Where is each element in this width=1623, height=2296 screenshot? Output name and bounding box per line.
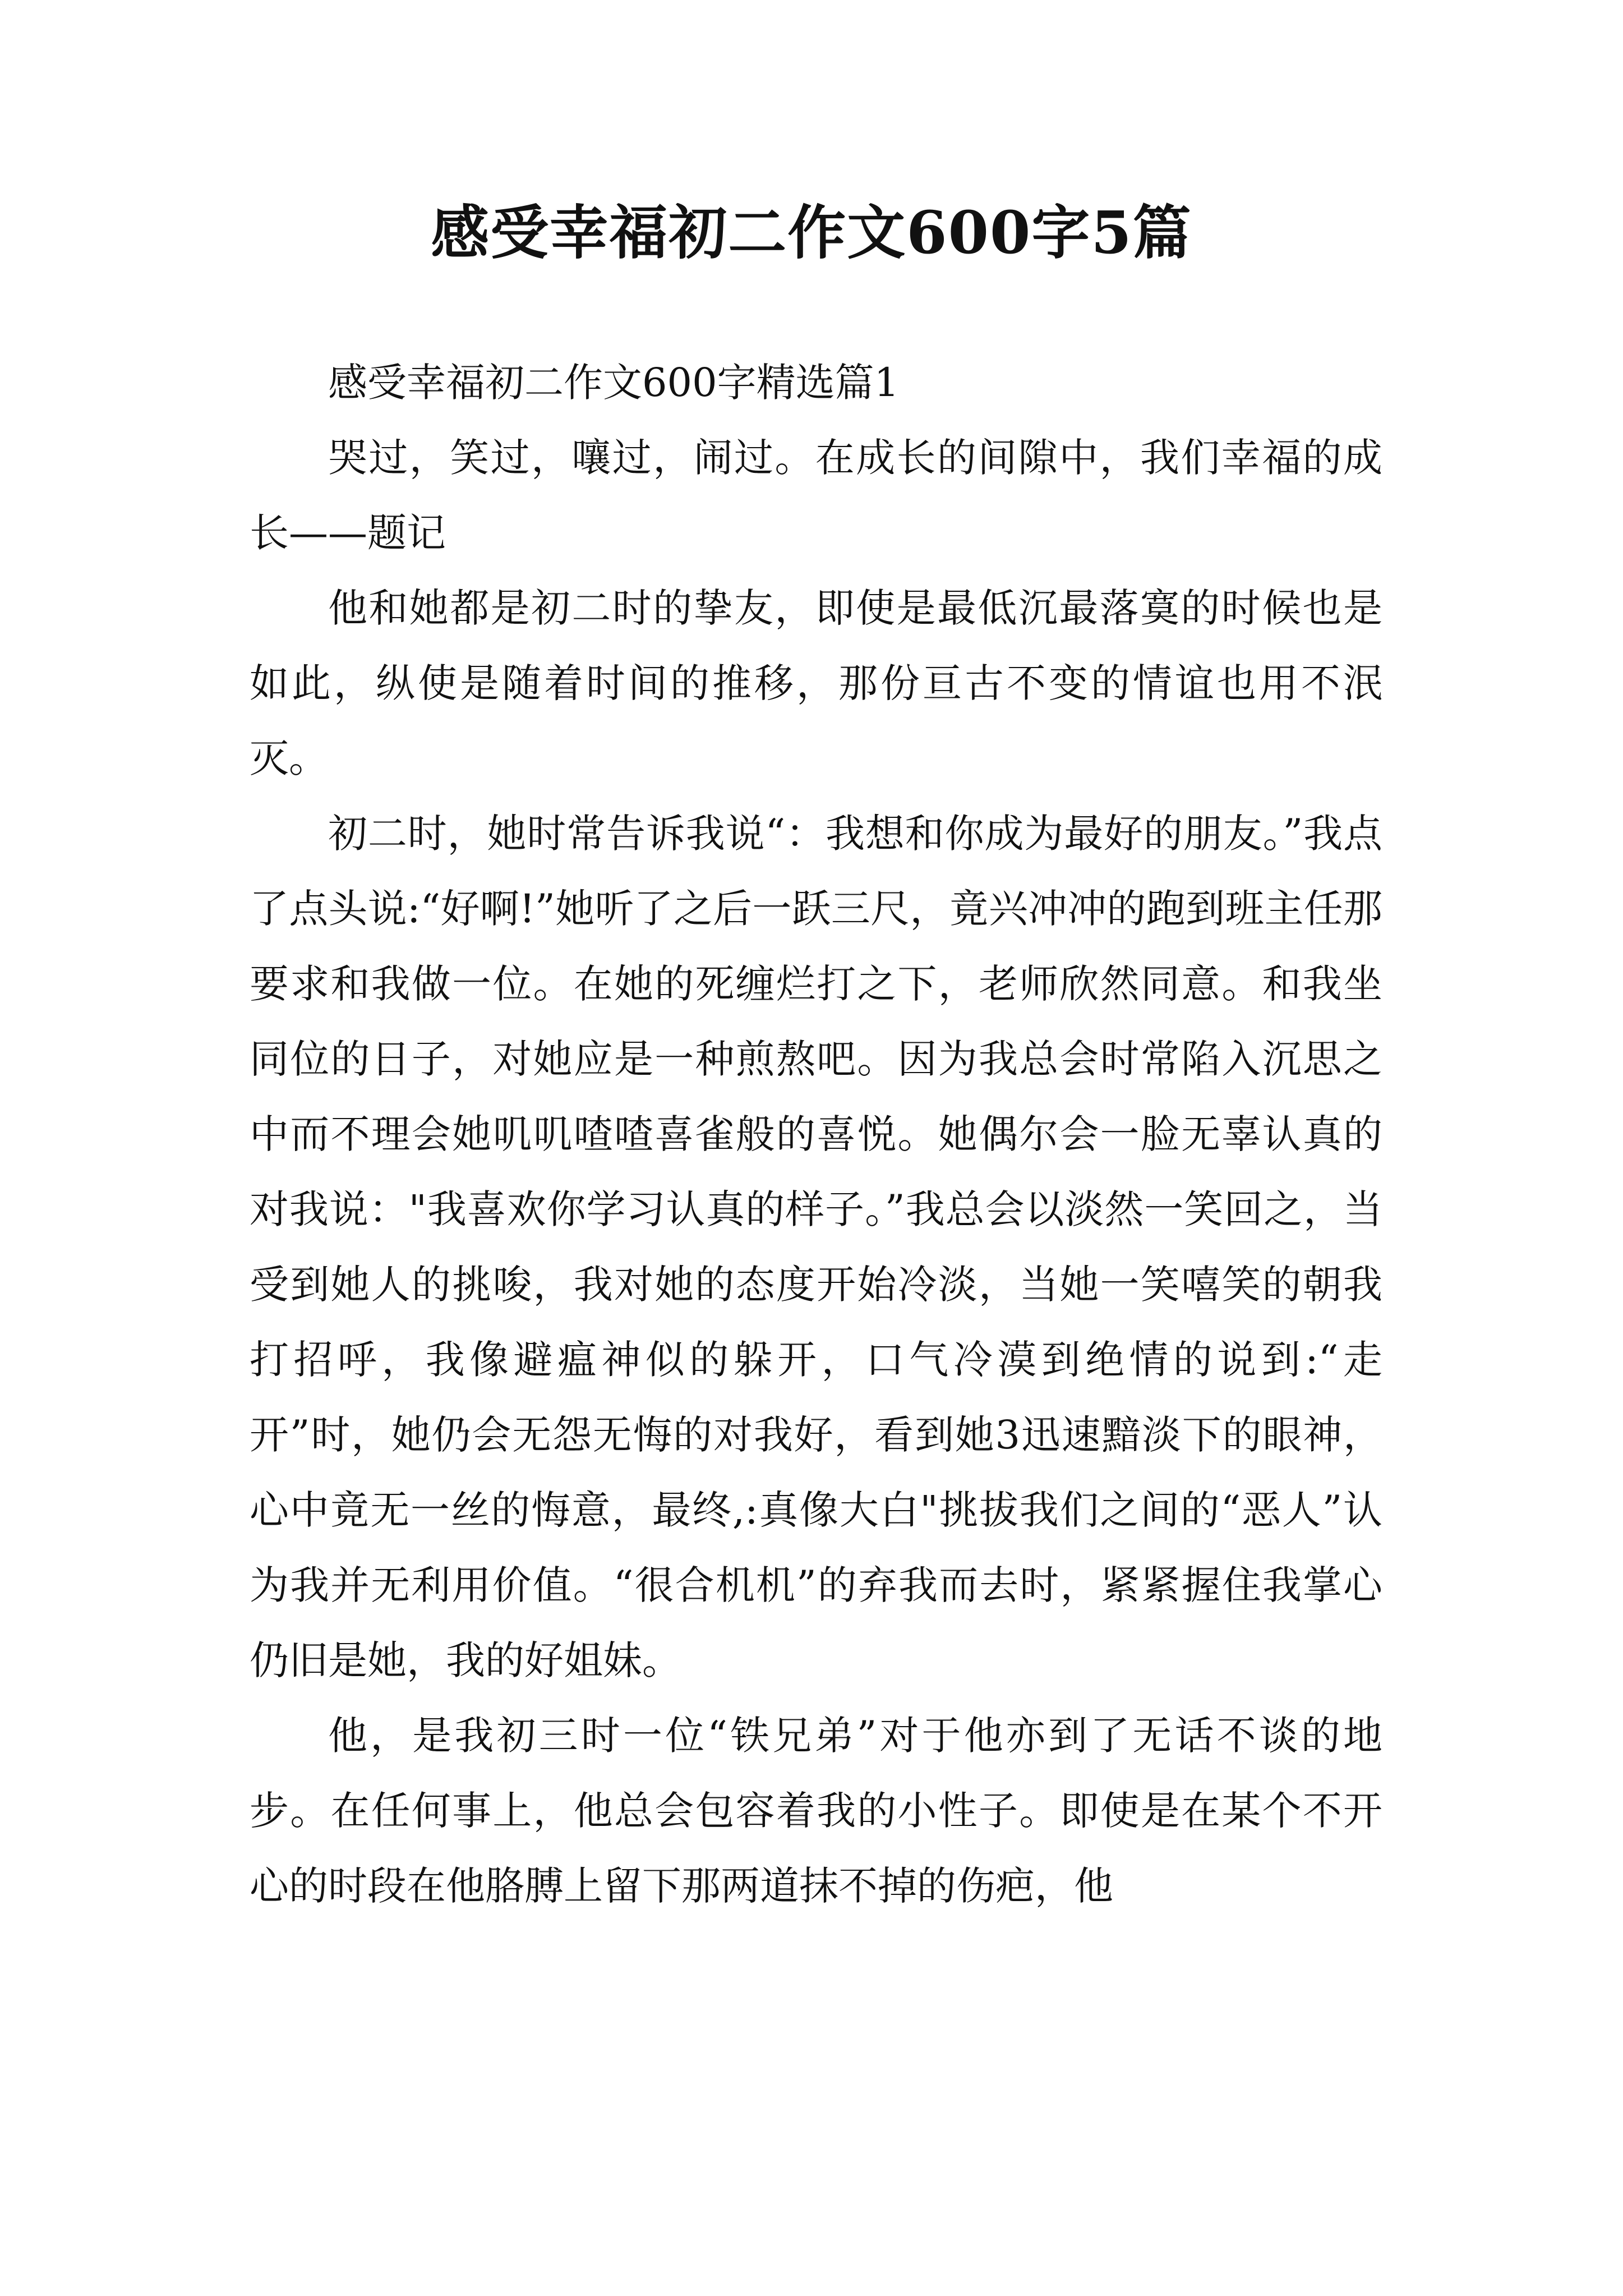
paragraph: 他，是我初三时一位“铁兄弟”对于他亦到了无话不谈的地步。在任何事上，他总会包容着我的小性子。即使是在某个不开心的时段在他胳膊上留下那两道抹不掉的伤疤，他 [250, 1713, 1382, 1909]
paragraph: 初二时，她时常告诉我说“：我想和你成为最好的朋友。”我点了点头说:“好啊!”她听了之后一跃三尺，竟兴冲冲的跑到班主任那要求和我做一位。在她的死缠烂打之下，老师欣然同意。和我坐同位的日子，对她应是一种煎熬吧。因为我总会时常陷入沉思之中而不理会她叽叽喳喳喜雀般的喜悦。她偶尔会一脸无辜认真的对我说："我喜欢你学习认真的样子。”我总会以淡然一笑回之，当受到她人的挑唆，我对她的态度开始冷淡，当她一笑嘻笑的朝我打招呼，我像避瘟神似的躲开，口气冷漠到绝情的说到:“走开”时，她仍会无怨无悔的对我好，看到她3迅速黯淡下的眼神，心中竟无一丝的悔意，最终,:真像大白"挑拔我们之间的“恶人”认为我并无利用价值。“很合机机”的弃我而去时，紧紧握住我掌心仍旧是她，我的好姐妹。 [250, 811, 1382, 1683]
section-heading: 感受幸福初二作文600字精选篇1 [328, 360, 900, 406]
paragraph: 他和她都是初二时的挚友，即使是最低沉最落寞的时候也是如此，纵使是随着时间的推移，那份亘古不变的情谊也用不泯灭。 [250, 585, 1382, 781]
document-body [250, 345, 1382, 1924]
paragraph: 哭过，笑过，嚷过，闹过。在成长的间隙中，我们幸福的成长——题记 [250, 435, 1382, 556]
document-title: 感受幸福初二作文600字5篇 [431, 198, 1192, 267]
